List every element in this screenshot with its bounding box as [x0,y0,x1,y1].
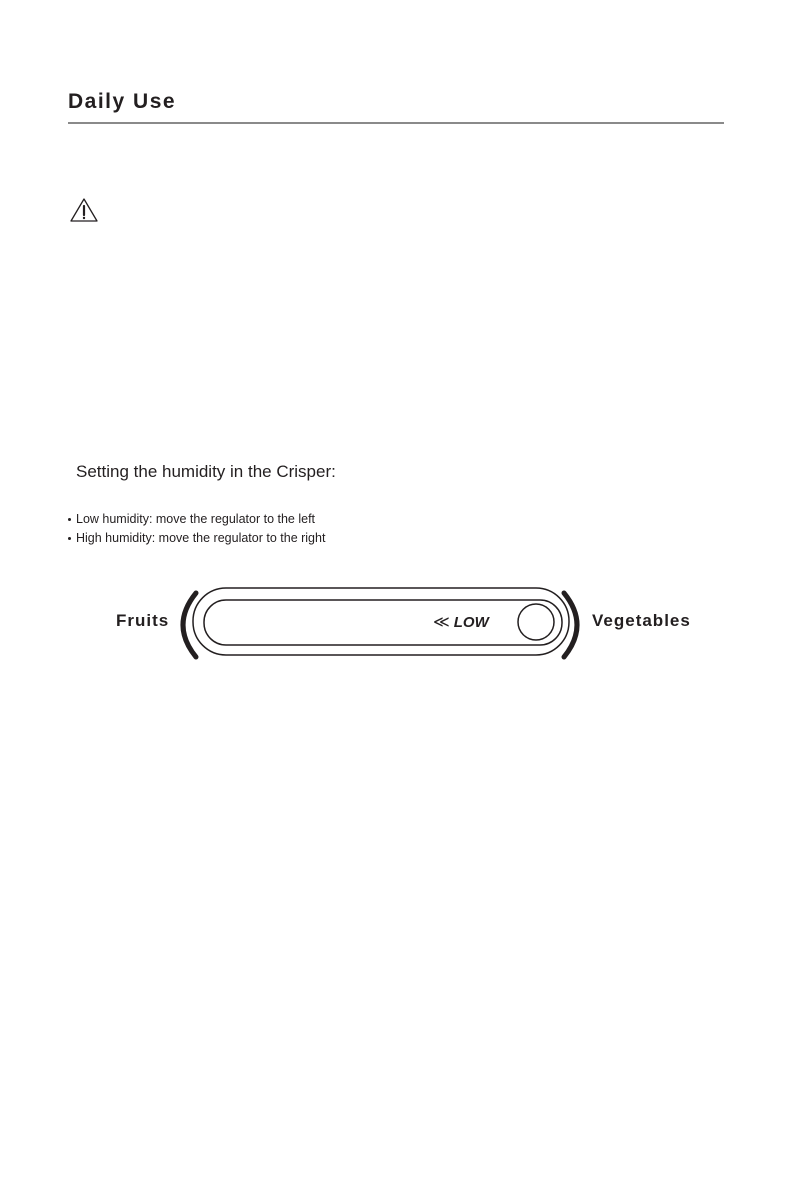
regulator-knob-icon [518,604,554,640]
vegetables-label: Vegetables [592,611,691,630]
low-setting-label [433,612,489,632]
right-bracket [564,593,577,657]
page-title: Daily Use [68,90,177,113]
title-divider [68,122,724,124]
bullet-low-humidity: Low humidity: move the regulator to the left [68,510,325,529]
warning-triangle-icon [69,197,99,223]
left-bracket [183,593,196,657]
double-left-arrow-icon: ≪ [433,614,450,631]
fruits-label: Fruits [116,611,170,630]
slider-inner-track [204,600,562,645]
bullet-high-humidity: High humidity: move the regulator to the right [68,529,325,548]
section-heading: Setting the humidity in the Crisper: [76,462,336,481]
humidity-instructions [68,510,325,548]
low-text: LOW [453,614,489,631]
